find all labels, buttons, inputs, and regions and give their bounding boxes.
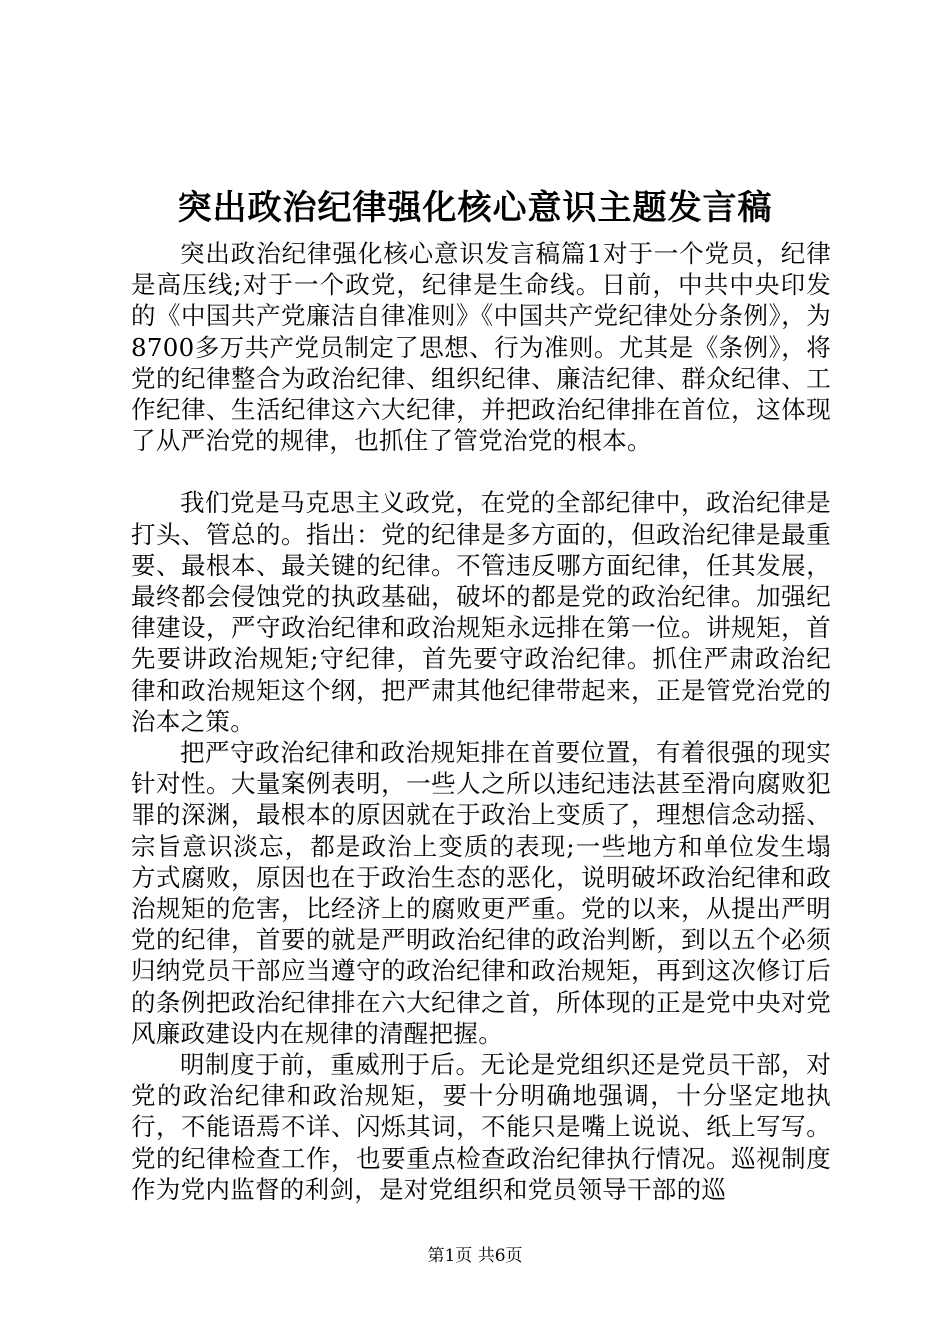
document-body	[131, 238, 831, 1205]
page-footer: 第1页 共6页	[427, 1246, 523, 1266]
paragraph-1: 突出政治纪律强化核心意识发言稿篇1对于一个党员，纪律是高压线;对于一个政党，纪律是生命线。日前，中共中央印发的《中国共产党廉洁自律准则》《中国共产党纪律处分条例》，为8700多万共产党员制定了思想、行为准则。尤其是《条例》，将党的纪律整合为政治纪律、组织纪律、廉洁纪律、群众纪律、工作纪律、生活纪律这六大纪律，并把政治纪律排在首位，这体现了从严治党的规律，也抓住了管党治党的根本。	[131, 239, 831, 456]
paragraph-2: 我们党是马克思主义政党，在党的全部纪律中，政治纪律是打头、管总的。指出：党的纪律是多方面的，但政治纪律是最重要、最根本、最关键的纪律。不管违反哪方面纪律，任其发展，最终都会侵蚀党的执政基础，破坏的都是党的政治纪律。加强纪律建设，严守政治纪律和政治规矩永远排在第一位。讲规矩，首先要讲政治规矩;守纪律，首先要守政治纪律。抓住严肃政治纪律和政治规矩这个纲，把严肃其他纪律带起来，正是管党治党的治本之策。	[131, 488, 831, 736]
paragraph-4: 明制度于前，重威刑于后。无论是党组织还是党员干部，对党的政治纪律和政治规矩，要十分明确地强调，十分坚定地执行，不能语焉不详、闪烁其词，不能只是嘴上说说、纸上写写。党的纪律检查工作，也要重点检查政治纪律执行情况。巡视制度作为党内监督的利剑，是对党组织和党员领导干部的巡	[131, 1050, 831, 1204]
document-title: 突出政治纪律强化核心意识主题发言稿	[177, 188, 773, 228]
paragraph-3: 把严守政治纪律和政治规矩排在首要位置，有着很强的现实针对性。大量案例表明，一些人之所以违纪违法甚至滑向腐败犯罪的深渊，最根本的原因就在于政治上变质了，理想信念动摇、宗旨意识淡忘，都是政治上变质的表现;一些地方和单位发生塌方式腐败，原因也在于政治生态的恶化，说明破坏政治纪律和政治规矩的危害，比经济上的腐败更严重。党的以来，从提出严明党的纪律，首要的就是严明政治纪律的政治判断，到以五个必须归纳党员干部应当遵守的政治纪律和政治规矩，再到这次修订后的条例把政治纪律排在六大纪律之首，所体现的正是党中央对党风廉政建设内在规律的清醒把握。	[131, 738, 831, 1048]
